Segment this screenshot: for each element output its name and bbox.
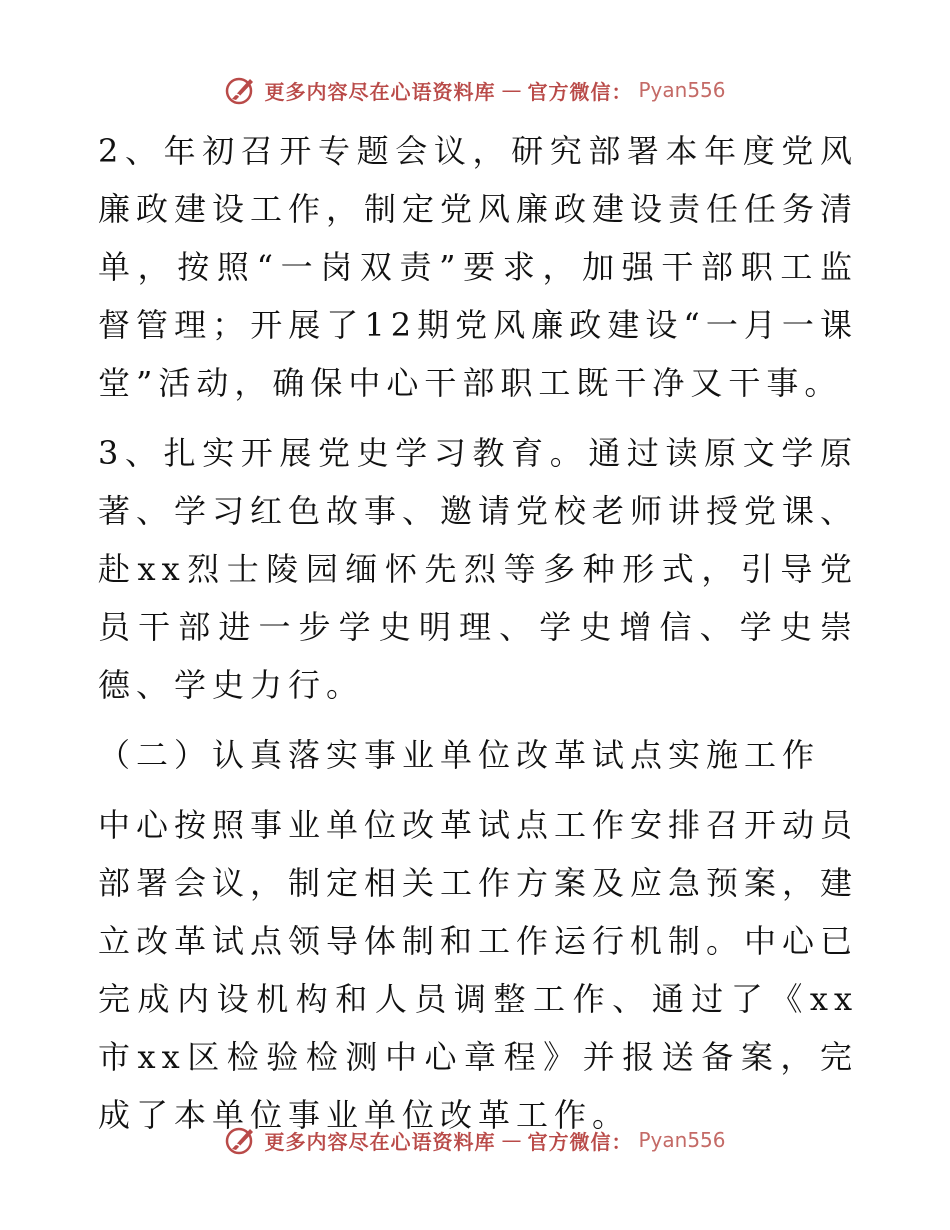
separator-dash: — <box>501 78 522 102</box>
paragraph-item-3: 3、扎实开展党史学习教育。通过读原文学原著、学习红色故事、邀请党校老师讲授党课、赴xx烈士陵园缅怀先烈等多种形式，引导党员干部进一步学史明理、学史增信、学史崇德、学史力行。 <box>98 434 859 704</box>
official-wechat-label: 官方微信： <box>527 1129 633 1154</box>
wechat-id: Pyan556 <box>638 78 726 102</box>
footer-watermark-banner <box>0 1120 950 1160</box>
quill-pen-logo-icon <box>224 1123 258 1157</box>
section-heading: （二）认真落实事业单位改革试点实施工作 <box>98 736 821 774</box>
header-watermark-banner <box>0 70 950 110</box>
document-body <box>98 122 858 1156</box>
quill-pen-logo-icon <box>224 73 258 107</box>
wechat-id: Pyan556 <box>638 1128 726 1152</box>
official-wechat-label: 官方微信： <box>527 79 633 104</box>
paragraph-reform: 中心按照事业单位改革试点工作安排召开动员部署会议，制定相关工作方案及应急预案，建立改革试点领导体制和工作运行机制。中心已完成内设机构和人员调整工作、通过了《xx市xx区检验检测中心章程》并报送备案，完成了本单位事业单位改革工作。 <box>98 806 859 1134</box>
separator-dash: — <box>501 1128 522 1152</box>
brand-text: 更多内容尽在心语资料库 <box>264 1129 496 1154</box>
paragraph-item-2: 2、年初召开专题会议，研究部署本年度党风廉政建设工作，制定党风廉政建设责任任务清单，按照“一岗双责”要求，加强干部职工监督管理；开展了12期党风廉政建设“一月一课堂”活动，确保中心干部职工既干净又干事。 <box>98 132 859 402</box>
brand-text: 更多内容尽在心语资料库 <box>264 79 496 104</box>
